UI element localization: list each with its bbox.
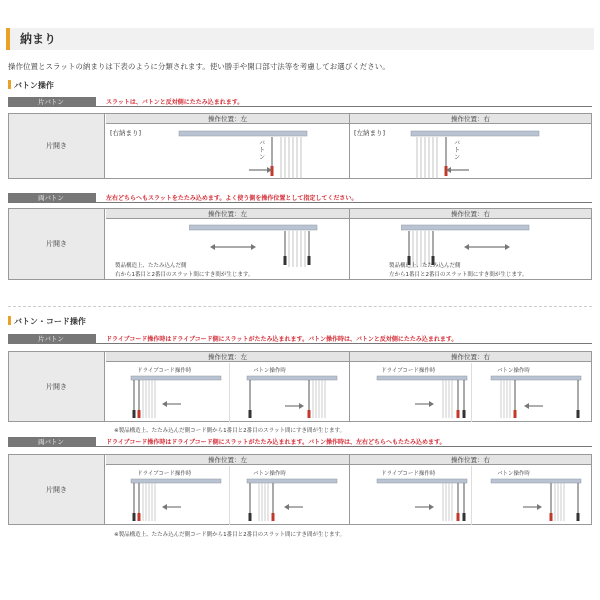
column-divider xyxy=(471,466,472,525)
note-single-baton-cord: ドライブコード操作時はドライブコード側にスラットがたたみ込まれます。バトン操作時は、バトンと反対側にたたみ込まれます。 xyxy=(106,336,458,343)
diagram-dbl-right-baton xyxy=(489,477,585,523)
diagram-dbl-right-cord xyxy=(375,477,471,523)
blind-diagram-right-storage xyxy=(169,129,309,179)
diagram-cord-left-cord xyxy=(129,374,225,420)
band-line xyxy=(8,446,592,447)
diagram-dbl-left-baton xyxy=(245,477,341,523)
row-label: 片開き xyxy=(9,455,105,524)
diagram-cord-left-baton xyxy=(245,374,341,420)
band-line xyxy=(8,343,592,344)
baton-label: バトン xyxy=(259,140,266,161)
caption-left-2: 右から1番目と2番目のスラット間にすき間が生じます。 xyxy=(115,272,254,278)
section-divider xyxy=(8,306,592,307)
tab-double-baton-cord: 両バトン xyxy=(8,437,96,447)
footnote-double: ※製品構造上、たたみ込んだ側コード側から1番目と2番目のスラット間にすき間が生じます。 xyxy=(114,532,346,538)
col-header-left: 操作位置：左 xyxy=(106,352,349,362)
tab-double-baton: 両バトン xyxy=(8,193,96,203)
note-double-baton: 左右どちらへもスラットをたたみ込めます。よく使う側を操作位置として指定してください。 xyxy=(106,195,358,202)
baton-label-right: バトン xyxy=(454,140,461,161)
footnote-single: ※製品構造上、たたみ込んだ側コード側から1番目と2番目のスラット間にすき間が生じます。 xyxy=(114,428,346,434)
col-header-left: 操作位置：左 xyxy=(106,114,349,124)
col-header-left: 操作位置：左 xyxy=(106,455,349,465)
diagram-cord-right-baton xyxy=(489,374,585,420)
blind-diagram-double-left xyxy=(189,223,329,269)
row-label: 片開き xyxy=(9,352,105,421)
diagram-dbl-left-cord xyxy=(129,477,225,523)
page-title-bar xyxy=(6,28,594,50)
sub-cord: ドライブコード操作時 xyxy=(137,471,192,477)
table-double-baton xyxy=(8,208,592,280)
table-single-baton-cord xyxy=(8,351,592,422)
column-divider xyxy=(471,363,472,422)
table-double-baton-cord xyxy=(8,454,592,525)
sub-baton-right: バトン操作時 xyxy=(497,368,530,374)
sub-cord: ドライブコード操作時 xyxy=(137,368,192,374)
caption-left-1: 製品構造上、たたみ込んだ側 xyxy=(115,263,187,269)
col-header-left: 操作位置：左 xyxy=(106,209,349,219)
title-accent-bar xyxy=(6,28,10,50)
column-divider xyxy=(349,114,350,178)
caption-right-1: 製品構造上、たたみ込んだ側 xyxy=(389,263,461,269)
page-title: 納まり xyxy=(20,32,57,46)
col-header-right: 操作位置：右 xyxy=(350,209,591,219)
sub-baton: バトン操作時 xyxy=(253,471,286,477)
tag-right-storage: [右納まり] xyxy=(110,129,142,137)
col-header-right: 操作位置：右 xyxy=(350,455,591,465)
tab-single-baton: 片バトン xyxy=(8,97,96,107)
sub-cord-right: ドライブコード操作時 xyxy=(381,368,436,374)
section-heading-baton: バトン操作 xyxy=(8,80,54,91)
caption-right-2: 左から1番目と2番目のスラット間にすき間が生じます。 xyxy=(389,272,528,278)
note-single-baton: スラットは、バトンと反対側にたたみ込まれます。 xyxy=(106,99,244,106)
col-header-right: 操作位置：右 xyxy=(350,114,591,124)
column-divider xyxy=(349,352,350,421)
intro-text: 操作位置とスラットの納まりは下表のように分類されます。使い勝手や開口部寸法等を考慮してお選びください。 xyxy=(8,62,390,71)
column-divider xyxy=(229,466,230,525)
blind-diagram-left-storage xyxy=(409,129,549,179)
col-header-right: 操作位置：右 xyxy=(350,352,591,362)
row-label: 片開き xyxy=(9,209,105,279)
tab-single-baton-cord: 片バトン xyxy=(8,334,96,344)
section-heading-baton-cord: バトン・コード操作 xyxy=(8,316,86,327)
column-divider xyxy=(349,455,350,524)
band-line xyxy=(8,106,592,107)
column-divider xyxy=(229,363,230,422)
tag-left-storage: [左納まり] xyxy=(354,129,386,137)
table-single-baton xyxy=(8,113,592,179)
sub-baton-right: バトン操作時 xyxy=(497,471,530,477)
diagram-cord-right-cord xyxy=(375,374,471,420)
sub-baton: バトン操作時 xyxy=(253,368,286,374)
note-double-baton-cord: ドライブコード操作時はドライブコード側にスラットがたたみ込まれます。バトン操作時は、左右どちらへもたたみ込めます。 xyxy=(106,439,446,446)
row-label: 片開き xyxy=(9,114,105,178)
band-line xyxy=(8,202,592,203)
sub-cord-right: ドライブコード操作時 xyxy=(381,471,436,477)
column-divider xyxy=(349,209,350,279)
